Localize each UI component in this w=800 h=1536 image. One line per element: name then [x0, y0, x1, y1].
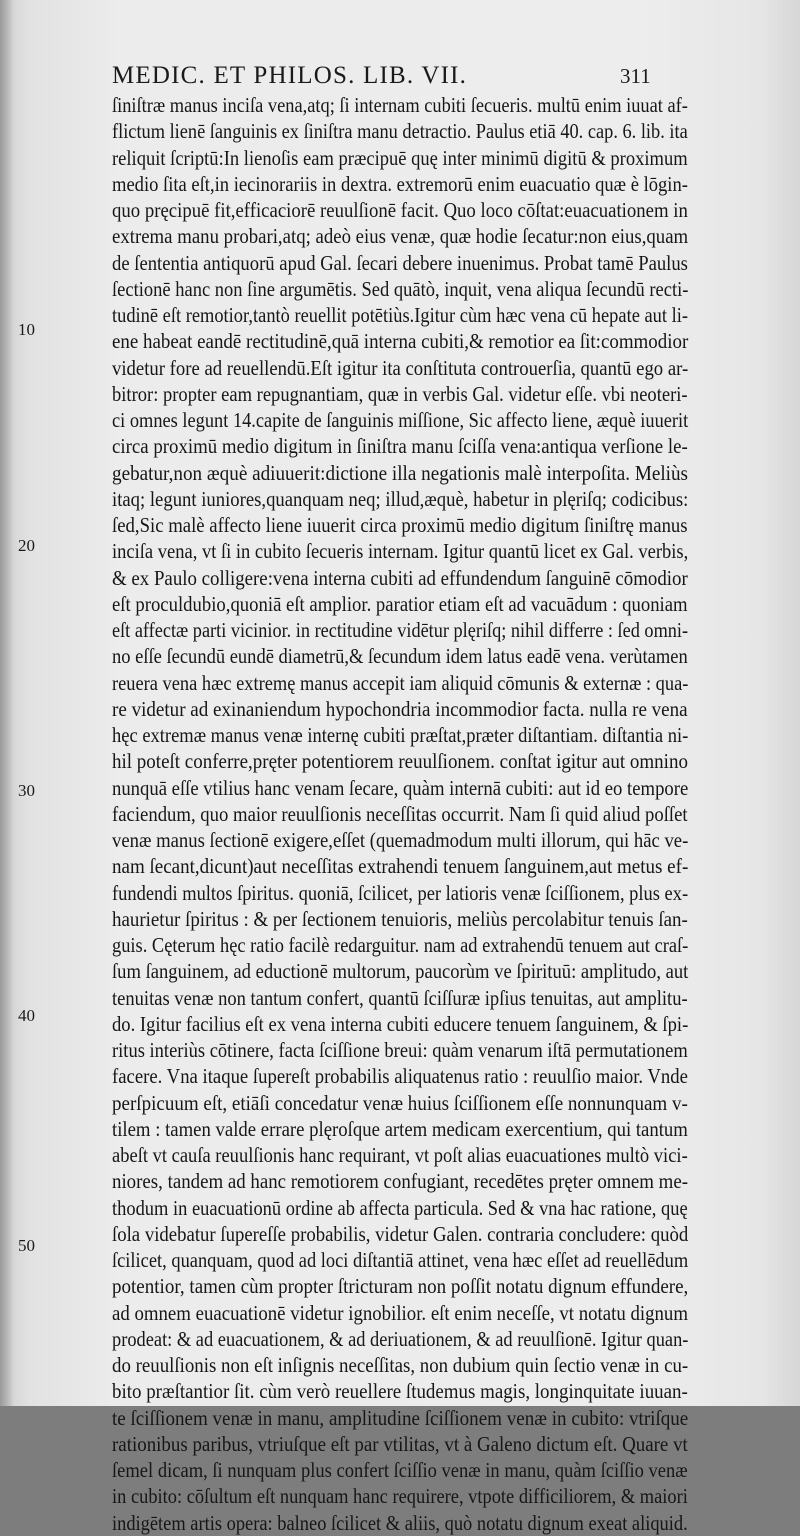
text-line: fundendi multos ſpiritus. quoniā, ſcilicet, per latioris venæ ſciſſionem, plus ex- — [112, 880, 689, 905]
margin-line-number-30: 30 — [18, 781, 35, 800]
text-line: prodeat: & ad euacuationem, & ad deriuationem, & ad reuulſionē. Igitur quan- — [112, 1326, 689, 1351]
text-line: in cubito: cōſultum eſt nunquam hanc requirere, vtpote difficiliorem, & maiori — [112, 1484, 688, 1509]
text-line: no eſſe ſecundū eundē diametrū,& ſecundum idem latus eadē vena. verùtamen — [112, 644, 688, 669]
text-line: ritus interiùs cōtinere, facta ſciſſione breui: quàm venarum iſtā permutationem — [112, 1038, 688, 1062]
text-line: re videtur ad exinaniendum hypochondria incommodior facta. nulla re vena — [112, 696, 688, 721]
text-line: nam ſecant,dicunt)aut neceſſitas extrahendi tenuem ſanguinem,aut metus ef- — [112, 854, 689, 879]
text-line: indigētem artis opera: balneo ſcilicet & aliis, quò notatu dignum exeat aliquid. — [112, 1510, 688, 1535]
text-line: reuera vena hæc extremę manus accepit iam aliquid cōmunis & externæ : qua- — [112, 670, 689, 695]
text-line: quo pręcipuē fit,efficaciorē reuulſionē facit. Quo loco cōſtat:euacuationem in — [112, 198, 688, 222]
running-head-title: MEDIC. ET PHILOS. LIB. VII. — [112, 62, 468, 89]
text-line: tilem : tamen valde errare plęroſque artem medicam exercentium, qui tantum — [112, 1116, 688, 1141]
body-text — [112, 92, 688, 1536]
text-line: venæ manus ſectionē exigere,eſſet (quemadmodum multi illorum, qui hāc ve- — [112, 828, 689, 852]
text-line: flictum lienē ſanguinis ex ſiniſtra manu detractio. Paulus etiā 40. cap. 6. lib. ita — [112, 119, 688, 144]
text-line: ſola videbatur ſupereſſe probabilis, videtur Galen. contraria concludere: quòd — [112, 1221, 689, 1246]
text-line: tudinē eſt remotior,tantò reuellit potētiùs.Igitur cùm hæc vena cū hepate aut li- — [112, 303, 688, 327]
text-line: facere. Vna itaque ſupereſt probabilis aliquatenus ratio : reuulſio maior. Vnde — [112, 1064, 688, 1089]
text-line: ci omnes legunt 14.capite de ſanguinis miſſione, Sic affecto liene, æquè iuuerit — [112, 408, 689, 432]
text-line: medio ſita eſt,in iecinorariis in dextra. extremorū enim euacuatio quæ è lōgin- — [112, 171, 688, 196]
text-line: reliquit ſcriptū:In lienoſis eam præcipuē quę inter minimū digitū & proximum — [112, 145, 688, 170]
text-line: ad omnem euacuationē videtur ignobilior. eſt enim neceſſe, vt notatu dignum — [112, 1300, 688, 1325]
running-head — [112, 62, 672, 96]
text-line: faciendum, quo maior reuulſionis neceſſitas occurrit. Nam ſi quid aliud poſſet — [112, 801, 688, 826]
text-line: te ſciſſionem venæ in manu, amplitudine ſciſſionem venæ in cubito: vtriſque — [112, 1405, 689, 1430]
margin-line-number-20: 20 — [18, 536, 35, 555]
margin-line-number-50: 50 — [18, 1236, 35, 1255]
text-line: ſiniſtræ manus inciſa vena,atq; ſi internam cubiti ſecueris. multū enim iuuat af- — [112, 93, 688, 117]
text-line: extrema manu probari,atq; adeò eius venæ, quæ hodie ſecatur:non eius,quam — [112, 224, 689, 249]
text-line: nunquā eſſe vtilius hanc venam ſecare, quàm internā cubiti: aut id eo tempore — [112, 775, 689, 800]
text-line: videtur fore ad reuellendū.Eſt igitur ita conſtituta controuerſia, quantū ego ar- — [112, 355, 689, 380]
gutter-shadow — [0, 0, 14, 1406]
text-line: eſt affectæ parti vicinior. in rectitudine vidētur plęriſq; nihil differre : ſed omni- — [112, 618, 689, 642]
text-line: inciſa vena, vt ſi in cubito ſecueris internam. Igitur quantū licet ex Gal. verbis, — [112, 539, 689, 564]
text-line: rationibus paribus, vtriuſque eſt par vtilitas, vt à Galeno dictum eſt. Quare vt — [112, 1431, 688, 1456]
text-line: hil poteſt conferre,pręter potentiorem reuulſionem. conſtat igitur aut omnino — [112, 749, 688, 774]
text-line: itaq; legunt iuniores,quanquam neq; illud,æquè, habetur in plęriſq; codicibus: — [112, 486, 689, 511]
text-line: guis. Cęterum hęc ratio facilè redarguitur. nam ad extrahendū tenuem aut craſ- — [112, 933, 689, 957]
text-line: gebatur,non æquè adiuuerit:dictione illa negationis malè interpoſita. Meliùs — [112, 460, 688, 485]
text-line: bitror: propter eam repugnantiam, quæ in verbis Gal. videtur eſſe. vbi neoteri- — [112, 381, 688, 406]
text-line: ſectionē hanc non ſine argumētis. Sed quātò, inquit, vena aliqua ſecundū recti- — [112, 276, 689, 301]
text-line: perſpicuum eſt, etiāſi concedatur venæ huius ſciſſionem eſſe nonnunquam v- — [112, 1090, 688, 1115]
text-line: haurietur ſpiritus : & per ſectionem tenuioris, meliùs percolabitur tenuis ſan- — [112, 906, 688, 931]
text-line: do reuulſionis non eſt inſignis neceſſitas, non dubium quin ſectio venæ in cu- — [112, 1353, 689, 1377]
text-line: tenuitas venæ non tantum confert, quantū ſciſſuræ ipſius tenuitas, aut amplitu- — [112, 985, 688, 1010]
text-line: circa proximū medio digitum in ſiniſtra manu ſciſſa vena:antiqua verſione le- — [112, 434, 688, 459]
text-line: ſed,Sic malè affecto liene iuuerit circa proximū medio digitum ſiniſtrę manus — [112, 513, 688, 537]
text-line: hęc extremæ manus venæ internę cubiti præſtat,præter diſtantiam. diſtantia ni- — [112, 723, 689, 747]
text-line: ene habeat eandē rectitudinē,quā interna cubiti,& remotior ea ſit:commodior — [112, 329, 689, 354]
text-line: bito præſtantior ſit. cùm verò reuellere ſtudemus magis, longinquitate iuuan- — [112, 1379, 688, 1404]
text-line: thodum in euacuationū ordine ab affecta particula. Sed & vna hac ratione, quę — [112, 1195, 688, 1220]
text-line: niores, tandem ad hanc remotiorem confugiant, recedētes pręter omnem me- — [112, 1169, 689, 1194]
text-line: ſcilicet, quanquam, quod ad loci diſtantiā attinet, vena hæc eſſet ad reuellēdum — [112, 1248, 689, 1272]
text-line: ſemel dicam, ſi nunquam plus confert ſciſſio venæ in manu, quàm ſciſſio venæ — [112, 1458, 688, 1482]
text-line: abeſt vt cauſa reuulſionis hanc requirant, vt poſt alias euacuationes multò vici- — [112, 1143, 688, 1167]
text-line: eſt proculdubio,quoniā eſt amplior. paratior etiam eſt ad vacuādum : quoniam — [112, 591, 688, 616]
text-line: de ſententia antiquorū apud Gal. ſecari debere inuenimus. Probat tamē Paulus — [112, 250, 688, 275]
page-number: 311 — [620, 64, 651, 88]
text-line: potentior, tamen cùm propter ſtricturam non poſſit notatu dignum effundere, — [112, 1274, 689, 1299]
text-line: do. Igitur facilius eſt ex vena interna cubiti educere tenuem ſanguinem, & ſpi- — [112, 1011, 689, 1036]
margin-line-number-10: 10 — [18, 320, 35, 339]
text-line: & ex Paulo colligere:vena interna cubiti ad effundendum ſanguinē cōmodior — [112, 565, 688, 590]
text-line: ſum ſanguinem, ad eductionē multorum, paucorùm ve ſpirituū: amplitudo, aut — [112, 959, 689, 984]
margin-line-number-40: 40 — [18, 1006, 35, 1025]
